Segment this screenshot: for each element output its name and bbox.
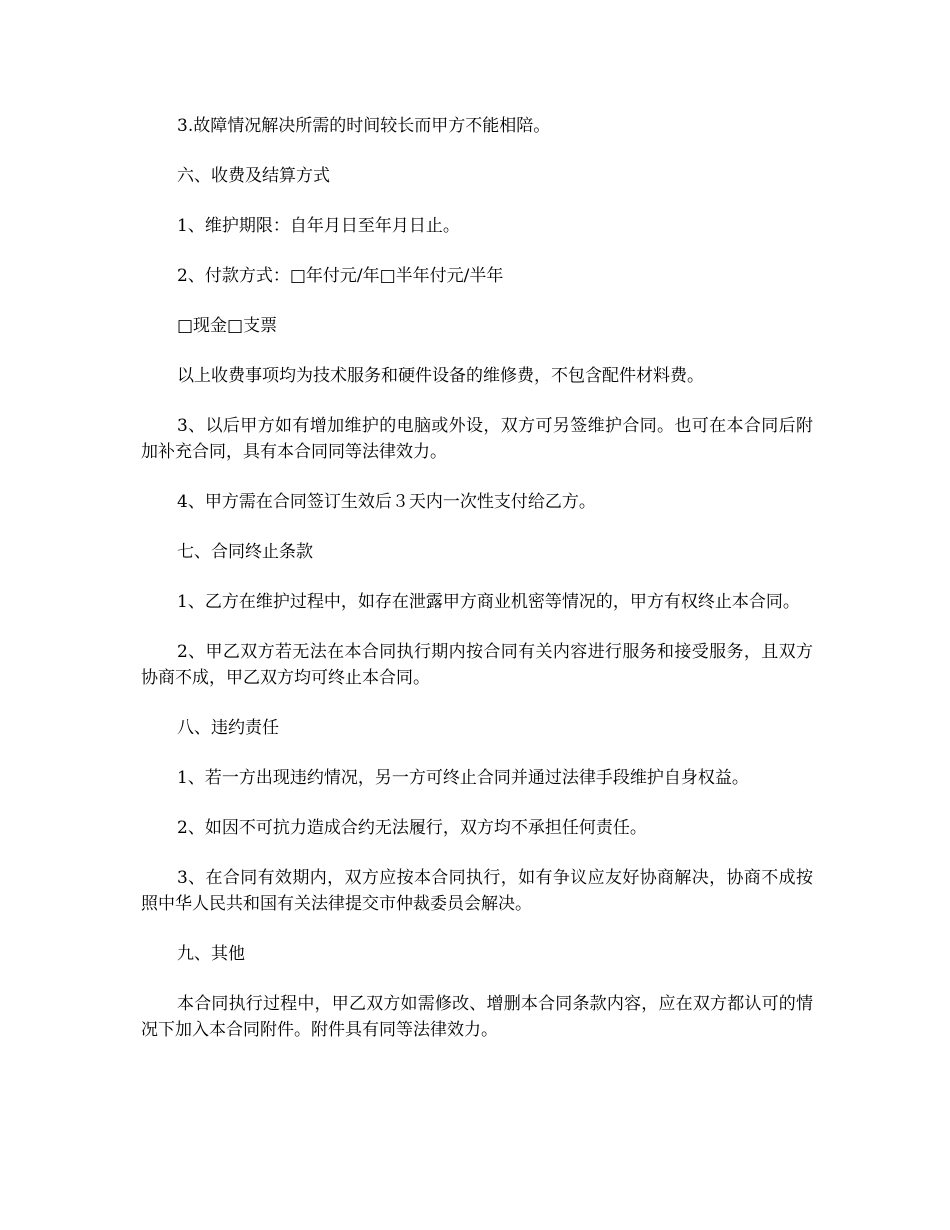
paragraph-liability-force-majeure: 2、如因不可抗力造成合约无法履行，双方均不承担任何责任。 (177, 818, 647, 838)
paragraph-cash-cheque: □现金□支票 (177, 316, 278, 336)
paragraph-termination-mutual: 2、甲乙双方若无法在本合同执行期内按合同有关内容进行服务和接受服务，且双方协商不成，甲乙双方均可终止本合同。 (141, 642, 813, 688)
paragraph-fault-duration: 3.故障情况解决所需的时间较长而甲方不能相陪。 (177, 116, 551, 136)
section-heading-fees: 六、收费及结算方式 (177, 166, 330, 186)
paragraph-payment-method: 2、付款方式：□年付元/年□半年付元/半年 (177, 266, 504, 286)
section-heading-liability: 八、违约责任 (177, 718, 279, 738)
paragraph-termination-confidentiality: 1、乙方在维护过程中，如存在泄露甲方商业机密等情况的，甲方有权终止本合同。 (177, 592, 800, 612)
paragraph-fee-scope: 以上收费事项均为技术服务和硬件设备的维修费，不包含配件材料费。 (177, 366, 704, 386)
section-heading-other: 九、其他 (177, 944, 245, 964)
paragraph-liability-dispute: 3、在合同有效期内，双方应按本合同执行，如有争议应友好协商解决，协商不成按照中华人民共和国有关法律提交市仲裁委员会解决。 (141, 868, 813, 914)
paragraph-additional-equipment: 3、以后甲方如有增加维护的电脑或外设，双方可另签维护合同。也可在本合同后附加补充合同，具有本合同同等法律效力。 (141, 416, 813, 462)
paragraph-other-amendments: 本合同执行过程中，甲乙双方如需修改、增删本合同条款内容，应在双方都认可的情况下加入本合同附件。附件具有同等法律效力。 (141, 994, 813, 1040)
document-body (141, 113, 813, 1043)
paragraph-liability-breach: 1、若一方出现违约情况，另一方可终止合同并通过法律手段维护自身权益。 (177, 768, 749, 788)
paragraph-maintenance-period: 1、维护期限：自年月日至年月日止。 (177, 216, 460, 236)
paragraph-payment-deadline: 4、甲方需在合同签订生效后３天内一次性支付给乙方。 (177, 492, 596, 512)
section-heading-termination: 七、合同终止条款 (177, 542, 313, 562)
